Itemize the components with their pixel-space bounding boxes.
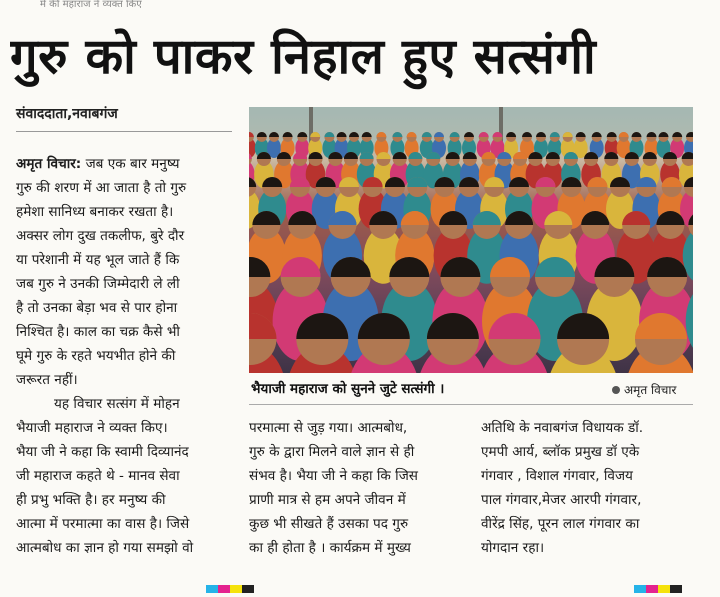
cut-off-previous-article bbox=[0, 0, 720, 12]
headline: गुरु को पाकर निहाल हुए सत्संगी bbox=[10, 28, 597, 85]
article-line: वीरेंद्र सिंह, पूरन लाल गंगवार का bbox=[481, 516, 640, 532]
article-line: ही प्रभु भक्ति है। हर मनुष्य की bbox=[16, 492, 166, 508]
color-swatch bbox=[218, 585, 230, 593]
article-line: आत्मबोध का ज्ञान हो गया समझो वो bbox=[16, 540, 194, 556]
color-swatch bbox=[242, 585, 254, 593]
article-column-1-bottom bbox=[16, 392, 232, 560]
article-line: पाल गंगवार,मेजर आरपी गंगवार, bbox=[481, 492, 642, 508]
article-line: कुछ भी सीखते हैं उसका पद गुरु bbox=[249, 516, 409, 532]
article-line: भैया जी ने कहा कि स्वामी दिव्यानंद bbox=[16, 444, 189, 460]
article-line: का ही होता है । कार्यक्रम में मुख्य bbox=[249, 540, 411, 556]
crowd-illustration bbox=[249, 107, 693, 373]
color-swatch bbox=[206, 585, 218, 593]
article-paragraph-2-end bbox=[481, 416, 697, 560]
article-line: संभव है। भैया जी ने कहा कि जिस bbox=[249, 468, 418, 484]
article-line: घूमे गुरु के रहते भयभीत होने की bbox=[16, 348, 176, 364]
article-line: गुरु की शरण में आ जाता है तो गुरु bbox=[16, 180, 187, 196]
color-swatch bbox=[634, 585, 646, 593]
article-line: है तो उनका बेड़ा भव से पार होना bbox=[16, 300, 178, 316]
caption-divider bbox=[249, 404, 693, 405]
article-paragraph-2-cont bbox=[249, 416, 467, 560]
article-line: गुरु के द्वारा मिलने वाले ज्ञान से ही bbox=[249, 444, 415, 460]
article-column-1-top bbox=[16, 152, 232, 392]
article-line: हमेशा सानिध्य बनाकर रखता है। bbox=[16, 204, 174, 220]
photo-credit-text: अमृत विचार bbox=[624, 383, 677, 397]
color-swatch bbox=[646, 585, 658, 593]
byline: संवाददाता,नवाबगंज bbox=[16, 106, 118, 122]
article-line: योगदान रहा। bbox=[481, 540, 545, 556]
article-line: एमपी आर्य, ब्लॉक प्रमुख डॉ एके bbox=[481, 444, 640, 460]
article-line: आत्मा में परमात्मा का वास है। जिसे bbox=[16, 516, 190, 532]
article-column-2 bbox=[249, 416, 467, 560]
article-line: या परेशानी में यह भूल जाते हैं कि bbox=[16, 252, 180, 268]
article-line: गंगवार , विशाल गंगवार, विजय bbox=[481, 468, 633, 484]
article-line: अतिथि के नवाबगंज विधायक डॉ. bbox=[481, 420, 644, 436]
registration-marks-right bbox=[634, 578, 682, 586]
bullet-icon bbox=[612, 386, 620, 394]
article-line: निश्चित है। काल का चक्र कैसे भी bbox=[16, 324, 180, 340]
article-line: जब एक बार मनुष्य bbox=[85, 156, 180, 172]
article-line: परमात्मा से जुड़ गया। आत्मबोध, bbox=[249, 420, 408, 436]
color-swatch bbox=[670, 585, 682, 593]
cut-off-text: में की महाराज ने व्यक्त किए bbox=[40, 0, 142, 10]
lead-label: अमृत विचार: bbox=[16, 156, 82, 172]
color-swatch bbox=[230, 585, 242, 593]
article-line: अक्सर लोग दुख तकलीफ, बुरे दौर bbox=[16, 228, 185, 244]
article-line: भैयाजी महाराज ने व्यक्त किए। bbox=[16, 420, 168, 436]
article-line: यह विचार सत्संग में मोहन bbox=[54, 396, 180, 412]
registration-marks-left bbox=[206, 578, 254, 586]
article-paragraph-1 bbox=[16, 152, 232, 392]
article-column-3 bbox=[481, 416, 697, 560]
byline-divider bbox=[16, 131, 232, 132]
article-line: जब गुरु ने उनकी जिम्मेदारी ले ली bbox=[16, 276, 180, 292]
photo-caption: भैयाजी महाराज को सुनने जुटे सत्संगी । bbox=[251, 381, 445, 397]
article-line: जी महाराज कहते थे - मानव सेवा bbox=[16, 468, 180, 484]
article-line: प्राणी मात्र से हम अपने जीवन में bbox=[249, 492, 406, 508]
color-swatch bbox=[658, 585, 670, 593]
article-paragraph-2 bbox=[16, 392, 232, 560]
person-hair bbox=[682, 152, 693, 159]
photo-credit bbox=[612, 380, 712, 400]
crowd-photo bbox=[249, 107, 693, 373]
article-line: जरूरत नहीं। bbox=[16, 372, 78, 388]
